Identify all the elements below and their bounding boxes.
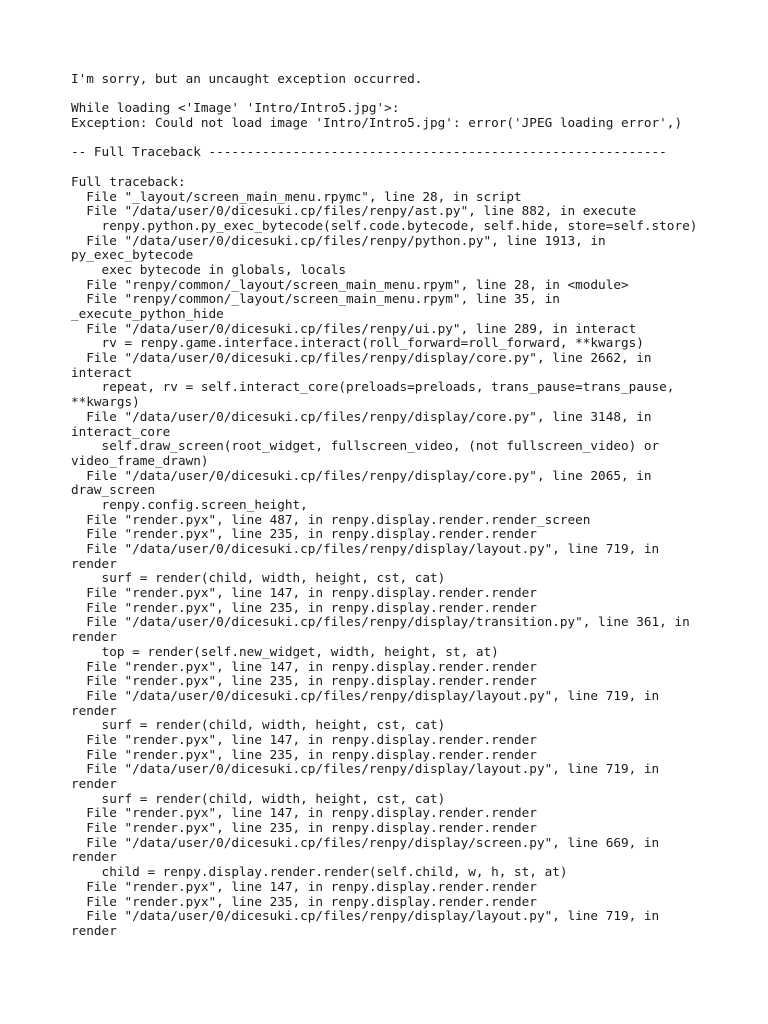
traceback-line: **kwargs)	[71, 394, 140, 410]
traceback-line: render	[71, 776, 117, 791]
traceback-line: surf = render(child, width, height, cst, cat)	[71, 717, 446, 733]
exception-message: Exception: Could not load image 'Intro/Intro5.jpg': error('JPEG loading error',)	[71, 115, 683, 131]
blank-line	[71, 160, 751, 175]
traceback-line: File "render.pyx", line 147, in renpy.display.render.render	[71, 878, 537, 894]
traceback-line: self.draw_screen(root_widget, fullscreen_video, (not fullscreen_video) or	[71, 438, 660, 454]
traceback-line: File "render.pyx", line 235, in renpy.display.render.render	[71, 599, 537, 615]
traceback-line: File "/data/user/0/dicesuki.cp/files/renpy/python.py", line 1913, in	[71, 232, 606, 248]
traceback-line: File "render.pyx", line 147, in renpy.display.render.render	[71, 731, 537, 747]
traceback-line: video_frame_drawn)	[71, 452, 209, 468]
traceback-line: File "/data/user/0/dicesuki.cp/files/renpy/display/transition.py", line 361, in	[71, 614, 690, 630]
exception-report	[71, 72, 751, 939]
traceback-line: File "renpy/common/_layout/screen_main_menu.rpym", line 28, in <module>	[71, 276, 629, 292]
traceback-line: File "/data/user/0/dicesuki.cp/files/renpy/display/layout.py", line 719, in	[71, 908, 660, 924]
traceback-line: File "/data/user/0/dicesuki.cp/files/renpy/display/layout.py", line 719, in	[71, 687, 660, 703]
traceback-line: File "/data/user/0/dicesuki.cp/files/renpy/display/core.py", line 2065, in	[71, 467, 652, 483]
traceback-line: draw_screen	[71, 482, 156, 498]
traceback-line: File "render.pyx", line 235, in renpy.display.render.render	[71, 526, 537, 542]
traceback-line: File "render.pyx", line 235, in renpy.display.render.render	[71, 820, 537, 836]
traceback-line: renpy.python.py_exec_bytecode(self.code.bytecode, self.hide, store=self.store)	[71, 217, 698, 233]
traceback-line: File "/data/user/0/dicesuki.cp/files/renpy/display/core.py", line 3148, in	[71, 408, 652, 424]
blank-line	[71, 87, 751, 102]
traceback-line: exec bytecode in globals, locals	[71, 261, 346, 277]
traceback-line: renpy.config.screen_height,	[71, 496, 308, 512]
traceback-line: _execute_python_hide	[71, 306, 224, 321]
traceback-line: interact_core	[71, 423, 171, 439]
traceback-line: surf = render(child, width, height, cst, cat)	[71, 570, 446, 586]
traceback-line: File "/data/user/0/dicesuki.cp/files/renpy/ast.py", line 882, in execute	[71, 203, 637, 219]
error-message: I'm sorry, but an uncaught exception occurred.	[71, 71, 423, 86]
traceback-title: Full traceback:	[71, 173, 186, 189]
traceback-line: rv = renpy.game.interface.interact(roll_forward=roll_forward, **kwargs)	[71, 335, 644, 351]
loading-context: While loading <'Image' 'Intro/Intro5.jpg'>:	[71, 100, 400, 116]
traceback-line: render	[71, 702, 117, 718]
traceback-line: File "/data/user/0/dicesuki.cp/files/renpy/display/layout.py", line 719, in	[71, 761, 660, 777]
traceback-line: render	[71, 922, 117, 938]
traceback-line: File "render.pyx", line 235, in renpy.display.render.render	[71, 673, 537, 689]
traceback-line: render	[71, 849, 117, 865]
traceback-line: File "/data/user/0/dicesuki.cp/files/renpy/ui.py", line 289, in interact	[71, 320, 637, 336]
traceback-line: render	[71, 629, 117, 645]
traceback-line: File "render.pyx", line 487, in renpy.display.render.render_screen	[71, 511, 591, 527]
traceback-line: File "/data/user/0/dicesuki.cp/files/renpy/display/screen.py", line 669, in	[71, 834, 660, 850]
traceback-line: surf = render(child, width, height, cst, cat)	[71, 790, 446, 806]
traceback-line: top = render(self.new_widget, width, height, st, at)	[71, 643, 499, 659]
traceback-line: File "render.pyx", line 147, in renpy.display.render.render	[71, 805, 537, 821]
full-traceback-header: -- Full Traceback ------------------------------------------------------------	[71, 144, 667, 160]
traceback-line: interact	[71, 364, 133, 380]
traceback-line: py_exec_bytecode	[71, 247, 194, 263]
traceback-line: File "render.pyx", line 235, in renpy.display.render.render	[71, 893, 537, 909]
traceback-line: File "render.pyx", line 147, in renpy.display.render.render	[71, 585, 537, 601]
blank-line	[71, 131, 751, 146]
traceback-line: File "/data/user/0/dicesuki.cp/files/renpy/display/core.py", line 2662, in	[71, 350, 652, 366]
traceback-line: repeat, rv = self.interact_core(preloads=preloads, trans_pause=trans_pause,	[71, 379, 675, 395]
traceback-line: File "render.pyx", line 235, in renpy.display.render.render	[71, 746, 537, 762]
traceback-line: child = renpy.display.render.render(self.child, w, h, st, at)	[71, 864, 568, 880]
traceback-line: File "/data/user/0/dicesuki.cp/files/renpy/display/layout.py", line 719, in	[71, 541, 660, 556]
traceback-line: File "render.pyx", line 147, in renpy.display.render.render	[71, 658, 537, 674]
traceback-line: File "renpy/common/_layout/screen_main_menu.rpym", line 35, in	[71, 291, 560, 307]
traceback-line: File "_layout/screen_main_menu.rpymc", line 28, in script	[71, 188, 522, 204]
traceback-line: render	[71, 555, 117, 571]
